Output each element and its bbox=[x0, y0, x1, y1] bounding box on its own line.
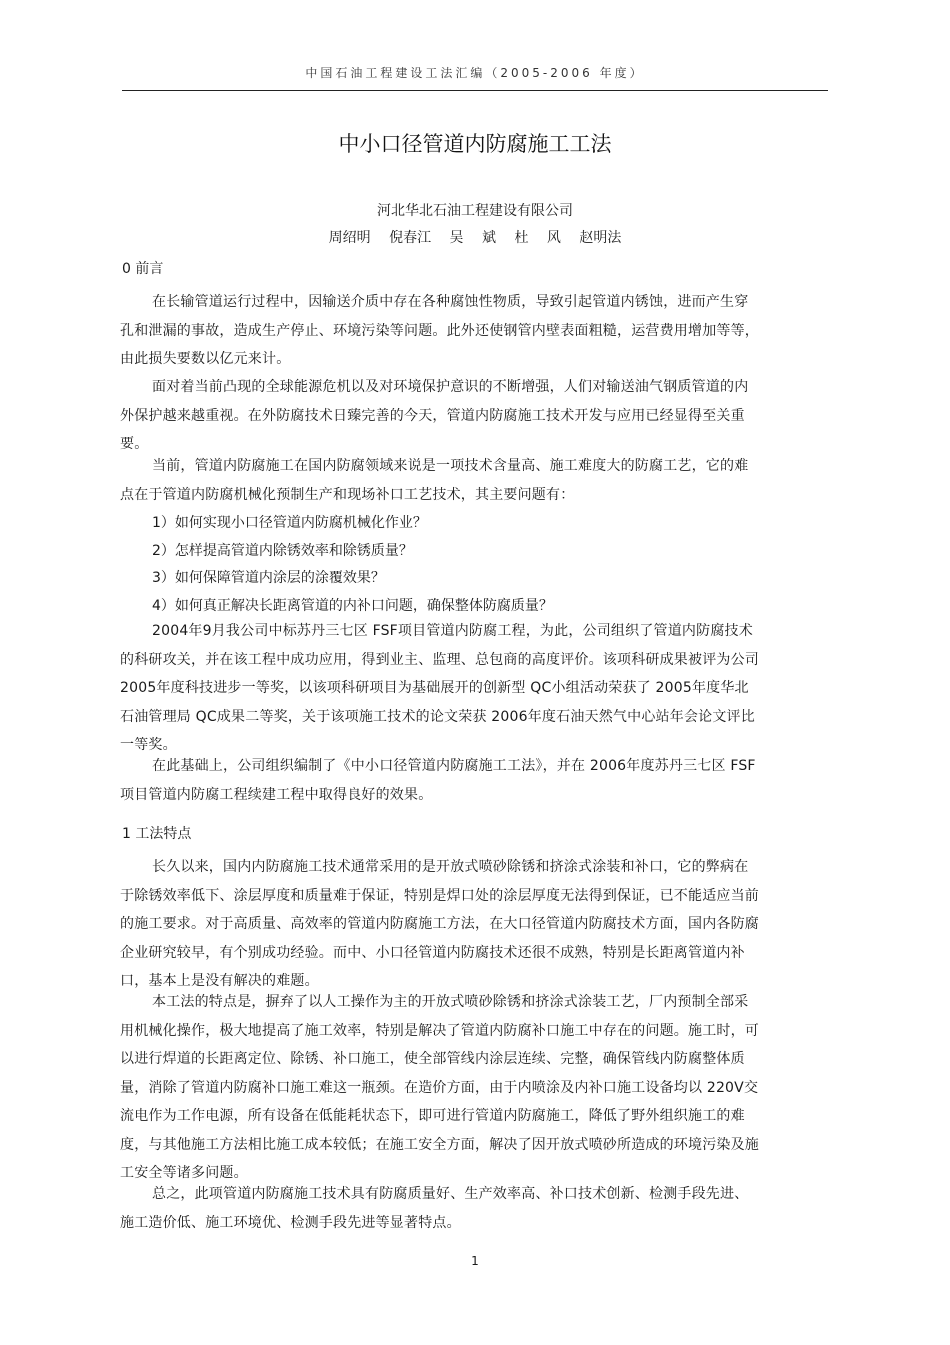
page-number: 1 bbox=[471, 1254, 479, 1268]
authors: 周绍明 倪春江 吴 斌 杜 风 赵明法 bbox=[328, 230, 622, 246]
paragraph: 面对着当前凸现的全球能源危机以及对环境保护意识的不断增强，人们对输送油气钢质管道的内外保护越来越重视。在外防腐技术日臻完善的今天，管道内防腐施工技术开发与应用已经显得至关重要。 bbox=[120, 379, 749, 452]
paragraph: 长久以来，国内内防腐施工技术通常采用的是开放式喷砂除锈和挤涂式涂装和补口，它的弊病在于除锈效率低下、涂层厚度和质量难于保证，特别是焊口处的涂层厚度无法得到保证，已不能适应当前的施工要求。对于高质量、高效率的管道内防腐施工方法，在大口径管道内防腐技术方面，国内各防腐企业研究较早，有个别成功经验。而中、小口径管道内防腐技术还很不成熟，特别是长距离管道内补口，基本上是没有解决的难题。 bbox=[120, 859, 759, 989]
paragraph: 在长输管道运行过程中，因输送介质中存在各种腐蚀性物质，导致引起管道内锈蚀，进而产生穿孔和泄漏的事故，造成生产停止、环境污染等问题。此外还使钢管内壁表面粗糙，运营费用增加等等，由此损失要数以亿元来计。 bbox=[120, 294, 759, 367]
paragraph: 总之，此项管道内防腐施工技术具有防腐质量好、生产效率高、补口技术创新、检测手段先进、施工造价低、施工环境优、检测手段先进等显著特点。 bbox=[120, 1186, 749, 1231]
document-title: 中小口径管道内防腐施工工法 bbox=[338, 132, 612, 156]
section-heading-preface: 0 前言 bbox=[122, 261, 164, 277]
paragraph: 本工法的特点是，摒弃了以人工操作为主的开放式喷砂除锈和挤涂式涂装工艺，厂内预制全部采用机械化操作，极大地提高了施工效率，特别是解决了管道内防腐补口施工中存在的问题。施工时，可以进行焊道的长距离定位、除锈、补口施工，使全部管线内涂层连续、完整，确保管线内防腐整体质量，消除了管道内防腐补口施工难这一瓶颈。在造价方面，由于内喷涂及内补口施工设备均以 220V交流电作为工作电源，所有设备在低能耗状态下，即可进行管道内防腐施工，降低了野外组织施工的难度，与其他施工方法相比施工成本较低；在施工安全方面，解决了因开放式喷砂所造成的环境污染及施工安全等诸多问题。 bbox=[120, 994, 759, 1181]
header-divider bbox=[122, 90, 828, 91]
running-header: 中国石油工程建设工法汇编（2005-2006 年度） bbox=[305, 66, 645, 80]
paragraph: 2004年9月我公司中标苏丹三七区 FSF项目管道内防腐工程，为此，公司组织了管道内防腐技术的科研攻关，并在该工程中成功应用，得到业主、监理、总包商的高度评价。该项科研成果被评为公司 2005年度科技进步一等奖，以该项科研项目为基础展开的创新型 QC小组活动荣获了 2005年度华北石油管理局 QC成果二等奖，关于该项施工技术的论文荣获 2006年度石油天然气中心站年会论文评比一等奖。 bbox=[120, 623, 759, 753]
organization: 河北华北石油工程建设有限公司 bbox=[377, 203, 573, 219]
list-item: 1）如何实现小口径管道内防腐机械化作业？ bbox=[152, 515, 427, 531]
list-item: 4）如何真正解决长距离管道的内补口问题，确保整体防腐质量？ bbox=[152, 598, 553, 614]
paragraph: 在此基础上，公司组织编制了《中小口径管道内防腐施工工法》，并在 2006年度苏丹三七区 FSF项目管道内防腐工程续建工程中取得良好的效果。 bbox=[120, 758, 756, 803]
paragraph: 当前，管道内防腐施工在国内防腐领域来说是一项技术含量高、施工难度大的防腐工艺，它的难点在于管道内防腐机械化预制生产和现场补口工艺技术，其主要问题有： bbox=[120, 458, 749, 503]
list-item: 2）怎样提高管道内除锈效率和除锈质量？ bbox=[152, 543, 413, 559]
section-heading-features: 1 工法特点 bbox=[122, 826, 192, 842]
list-item: 3）如何保障管道内涂层的涂覆效果？ bbox=[152, 570, 385, 586]
